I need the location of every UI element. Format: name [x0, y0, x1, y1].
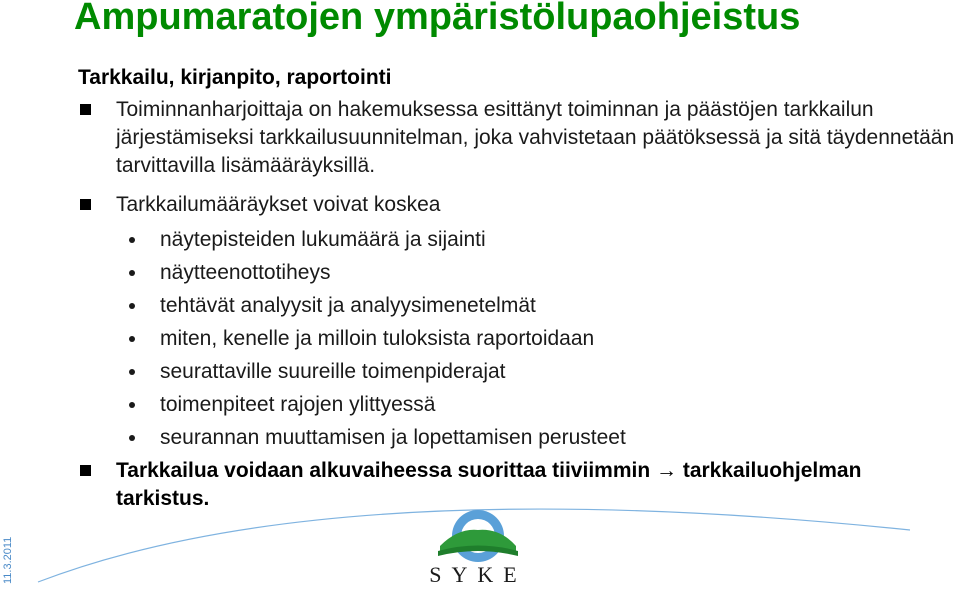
round-bullet-icon	[129, 270, 135, 276]
logo-wordmark: SYKE	[429, 562, 527, 587]
bullet-text: Toiminnanharjoittaja on hakemuksessa esittänyt toiminnan ja päästöjen tarkkailun järjestämiseksi tarkkailusuunnitelman, joka vahvistetaan päätöksessä ja sitä täydennetään tarvittavilla lisämääräyksillä.	[116, 98, 955, 177]
sub-list-item: miten, kenelle ja milloin tuloksista raportoidaan	[160, 327, 595, 350]
round-bullet-icon	[129, 237, 135, 243]
slide-title: Ampumaratojen ympäristölupaohjeistus	[74, 0, 801, 38]
sub-list-item: näytepisteiden lukumäärä ja sijainti	[160, 228, 486, 251]
square-bullet-icon	[80, 104, 91, 115]
section-subtitle: Tarkkailu, kirjanpito, raportointi	[78, 66, 392, 89]
round-bullet-icon	[129, 336, 135, 342]
date-container	[2, 536, 49, 596]
round-bullet-icon	[129, 435, 135, 441]
square-bullet-icon	[80, 465, 91, 476]
slide-date: 11.3.2011	[2, 536, 14, 584]
square-bullet-icon	[80, 199, 91, 210]
round-bullet-icon	[129, 402, 135, 408]
sub-list-item: tehtävät analyysit ja analyysimenetelmät	[160, 294, 536, 317]
round-bullet-icon	[129, 303, 135, 309]
sub-list-item: seurattaville suureille toimenpiderajat	[160, 360, 506, 383]
sub-list-item: näytteenottotiheys	[160, 261, 331, 284]
sub-list-item: toimenpiteet rajojen ylittyessä	[160, 393, 436, 416]
bullet-text: Tarkkailua voidaan alkuvaiheessa suorittaa tiiviimmin → tarkkailuohjelman tarkistus.	[116, 459, 862, 510]
bullet-text: Tarkkailumääräykset voivat koskea	[116, 193, 441, 216]
round-bullet-icon	[129, 369, 135, 375]
sub-list-item: seurannan muuttamisen ja lopettamisen perusteet	[160, 426, 626, 449]
